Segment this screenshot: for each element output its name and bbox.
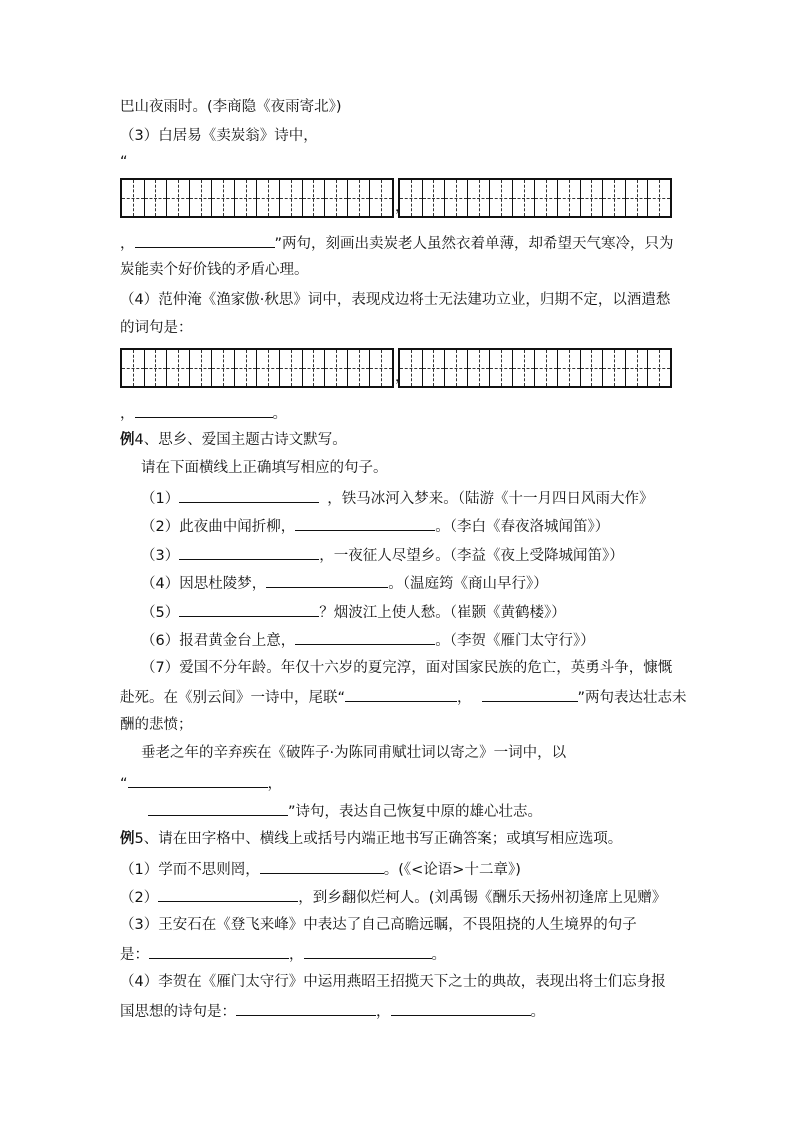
q-text: ，到乡翻似烂柯人。(刘禹锡《酬乐天扬州初逢席上见赠》: [298, 890, 667, 906]
line-5: 炭能卖个好价钱的矛盾心理。: [120, 262, 309, 278]
line-4: [120, 232, 674, 254]
open-quote: “: [120, 776, 128, 792]
q-text: （1）学而不思则罔，: [120, 862, 260, 878]
example-title: 5、请在田字格中、横线上或括号内端正地书写正确答案；或填写相应选项。: [134, 831, 623, 847]
writing-grid-1b[interactable]: [398, 178, 672, 218]
q-text: ”诗句，表达自己恢复中原的雄心壮志。: [288, 804, 543, 820]
question-5-4-b: [120, 1000, 545, 1022]
q-text: 。（李白《春夜洛城闻笛》）: [435, 519, 610, 535]
q-text: ”两句表达壮志未: [577, 690, 687, 706]
answer-blank[interactable]: [135, 232, 275, 248]
writing-grid-2b[interactable]: [398, 348, 672, 388]
answer-blank[interactable]: [266, 572, 388, 588]
q-text: 。(《<论语>十二章》): [383, 862, 521, 878]
answer-blank[interactable]: [179, 487, 319, 503]
comma: ，: [267, 776, 283, 792]
line-8: [120, 402, 287, 424]
writing-grid-1a[interactable]: [120, 178, 394, 218]
question-4-3: [141, 544, 624, 566]
q-number: （1）: [141, 491, 180, 507]
answer-blank[interactable]: [158, 886, 298, 902]
comma: ，: [376, 1004, 391, 1020]
q-text: 。（温庭筠《商山早行》）: [388, 576, 548, 592]
question-4-2: [141, 515, 609, 537]
q-text: ，铁马冰河入梦来。（陆游《十一月四日风雨大作》: [327, 491, 654, 507]
question-4-7-b: [120, 686, 687, 708]
q-number: （3）: [141, 548, 180, 564]
question-3-prompt: （3）白居易《卖炭翁》诗中，: [120, 128, 318, 144]
question-4-7-f: [148, 800, 542, 822]
grid-comma-1: ，: [395, 199, 409, 215]
q-text: ？烟波江上使人愁。（崔颢《黄鹤楼》）: [319, 605, 566, 621]
question-5-1: [120, 858, 521, 880]
comma: ，: [120, 406, 135, 422]
question-4-1: [141, 487, 653, 509]
example-4-heading: [120, 430, 347, 450]
answer-blank[interactable]: [148, 800, 288, 816]
answer-blank[interactable]: [128, 772, 268, 788]
question-4-4: [141, 572, 548, 594]
example-4-intro: 请在下面横线上正确填写相应的句子。: [141, 460, 388, 476]
question-5-2: [120, 886, 666, 908]
example-label: 例: [120, 432, 135, 448]
comma: ，: [120, 236, 135, 252]
period: 。: [431, 947, 446, 963]
answer-blank[interactable]: [179, 544, 319, 560]
writing-grid-2a[interactable]: [120, 348, 394, 388]
question-5-3-b: [120, 943, 446, 965]
answer-blank[interactable]: [179, 601, 319, 617]
question-4-7-d: 垂老之年的辛弃疾在《破阵子·为陈同甫赋壮词以寄之》一词中，以: [141, 745, 567, 761]
example-5-heading: [120, 829, 622, 849]
q-text: （4）因思杜陵梦，: [141, 576, 267, 592]
q-text: 赴死。在《别云间》一诗中，尾联“: [120, 690, 346, 706]
answer-blank[interactable]: [391, 1000, 531, 1016]
answer-blank[interactable]: [295, 629, 435, 645]
question-5-3-a: （3）王安石在《登飞来峰》中表达了自己高瞻远瞩，不畏阻挠的人生境界的句子: [120, 917, 637, 933]
line-7: 的词句是：: [120, 320, 193, 336]
question-5-4-a: （4）李贺在《雁门太守行》中运用燕昭王招揽天下之士的典故，表现出将士们忘身报: [120, 974, 666, 990]
question-4-7-c: 酬的悲愤；: [120, 717, 193, 733]
line-1: 巴山夜雨时。(李商隐《夜雨寄北》): [120, 99, 342, 115]
answer-blank[interactable]: [304, 943, 432, 959]
answer-blank[interactable]: [135, 402, 273, 418]
open-quote: “: [120, 154, 128, 170]
grid-comma-2: ，: [395, 369, 409, 385]
example-label: 例: [120, 831, 135, 847]
question-4-5: [141, 601, 566, 623]
question-4-6: [141, 629, 595, 651]
example-title: 4、思乡、爱国主题古诗文默写。: [134, 432, 347, 448]
answer-blank[interactable]: [482, 686, 578, 702]
comma: ，: [289, 947, 304, 963]
period: 。: [272, 406, 287, 422]
period: 。: [530, 1004, 545, 1020]
answer-blank[interactable]: [295, 515, 435, 531]
q-number: （2）: [120, 890, 159, 906]
comma: ，: [457, 690, 472, 706]
line-4-text: ”两句，刻画出卖炭老人虽然衣着单薄，却希望天气寒冷，只为: [274, 236, 674, 252]
q-text: ，一夜征人尽望乡。（李益《夜上受降城闻笛》）: [319, 548, 624, 564]
question-4-7-e: [120, 772, 282, 794]
q-text: （6）报君黄金台上意，: [141, 633, 296, 649]
answer-blank[interactable]: [345, 686, 457, 702]
question-4-7-a: （7）爱国不分年龄。年仅十六岁的夏完淳，面对国家民族的危亡，英勇斗争，慷慨: [141, 660, 673, 676]
answer-blank[interactable]: [236, 1000, 376, 1016]
answer-blank[interactable]: [149, 943, 289, 959]
q-number: （5）: [141, 605, 180, 621]
question-4-prompt: （4）范仲淹《渔家傲·秋思》词中，表现戍边将士无法建功立业，归期不定，以酒遣愁: [120, 292, 671, 308]
q-text: （2）此夜曲中闻折柳，: [141, 519, 296, 535]
q-text: 是：: [120, 947, 149, 963]
q-text: 国思想的诗句是：: [120, 1004, 236, 1020]
answer-blank[interactable]: [260, 858, 384, 874]
q-text: 。（李贺《雁门太守行》）: [435, 633, 595, 649]
